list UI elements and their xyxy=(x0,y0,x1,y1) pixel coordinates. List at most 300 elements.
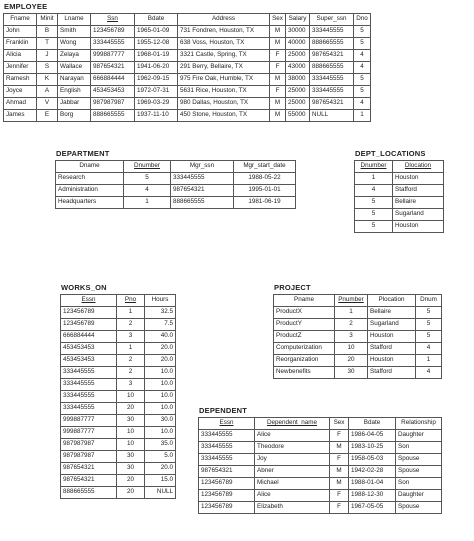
cell-ssn: 333445555 xyxy=(91,38,135,50)
cell-dno: 4 xyxy=(354,50,371,62)
cell-pnumber: 3 xyxy=(335,331,368,343)
cell-lname: Wallace xyxy=(58,62,91,74)
table-row xyxy=(274,367,442,379)
cell-salary: 25000 xyxy=(286,98,310,110)
cell-bdate: 1968-01-19 xyxy=(135,50,178,62)
dept-locations-table xyxy=(354,160,444,233)
cell-salary: 25000 xyxy=(286,86,310,98)
column-label: Dno xyxy=(356,15,368,23)
cell-pno: 10 xyxy=(117,391,145,403)
cell-dnumber: 5 xyxy=(355,221,393,233)
column-label: Fname xyxy=(10,15,30,23)
cell-dnum: 4 xyxy=(416,343,442,355)
column-header-address xyxy=(178,14,270,26)
cell-dlocation: Stafford xyxy=(393,185,444,197)
department-title: DEPARTMENT xyxy=(56,149,110,158)
table-row xyxy=(355,185,444,197)
cell-sex: M xyxy=(330,466,349,478)
table-row xyxy=(4,50,371,62)
column-label: Pname xyxy=(294,296,314,304)
cell-address: 450 Stone, Houston, TX xyxy=(178,110,270,122)
cell-hours: 10.0 xyxy=(145,379,176,391)
column-label: Essn xyxy=(219,419,234,427)
cell-fname: Franklin xyxy=(4,38,37,50)
column-header-dnum xyxy=(416,295,442,307)
cell-ssn: 666884444 xyxy=(91,74,135,86)
table-row xyxy=(61,439,176,451)
table-row xyxy=(61,487,176,499)
cell-sex: F xyxy=(270,50,286,62)
cell-address: 980 Dallas, Houston, TX xyxy=(178,98,270,110)
cell-address: 638 Voss, Houston, TX xyxy=(178,38,270,50)
cell-salary: 38000 xyxy=(286,74,310,86)
column-header-essn xyxy=(199,418,255,430)
cell-minit: B xyxy=(37,26,58,38)
cell-address: 731 Fondren, Houston, TX xyxy=(178,26,270,38)
cell-hours: 35.0 xyxy=(145,439,176,451)
cell-lname: English xyxy=(58,86,91,98)
cell-dependent-name: Joy xyxy=(255,454,330,466)
cell-mgr-ssn: 987654321 xyxy=(171,185,234,197)
column-header-dnumber xyxy=(124,161,171,173)
cell-pname: Reorganization xyxy=(274,355,335,367)
cell-essn: 666884444 xyxy=(61,331,117,343)
column-header-hours xyxy=(145,295,176,307)
cell-bdate: 1969-03-29 xyxy=(135,98,178,110)
cell-sex: F xyxy=(270,62,286,74)
cell-relationship: Daughter xyxy=(396,430,442,442)
table-row xyxy=(61,463,176,475)
column-header-dname xyxy=(56,161,124,173)
cell-address: 5631 Rice, Houston, TX xyxy=(178,86,270,98)
table-row xyxy=(274,307,442,319)
column-header-dlocation xyxy=(393,161,444,173)
cell-dnum: 4 xyxy=(416,367,442,379)
cell-bdate: 1988-12-30 xyxy=(349,490,396,502)
table-row xyxy=(355,221,444,233)
dependent-title: DEPENDENT xyxy=(199,406,248,415)
column-header-lname xyxy=(58,14,91,26)
cell-ssn: 987654321 xyxy=(91,62,135,74)
cell-essn: 123456789 xyxy=(61,319,117,331)
column-label: Pnumber xyxy=(338,296,364,304)
cell-salary: 25000 xyxy=(286,50,310,62)
cell-sex: M xyxy=(270,74,286,86)
table-row xyxy=(61,355,176,367)
column-label: Sex xyxy=(333,419,345,427)
cell-lname: Narayan xyxy=(58,74,91,86)
dependent-table xyxy=(198,417,442,514)
header-row xyxy=(56,161,296,173)
project-table xyxy=(273,294,442,379)
table-row xyxy=(274,331,442,343)
cell-dname: Administration xyxy=(56,185,124,197)
cell-bdate: 1972-07-31 xyxy=(135,86,178,98)
column-label: Dependent_name xyxy=(266,419,318,427)
cell-dno: 5 xyxy=(354,38,371,50)
project-title: PROJECT xyxy=(274,283,311,292)
table-row xyxy=(199,430,442,442)
cell-bdate: 1942-02-28 xyxy=(349,466,396,478)
cell-minit: J xyxy=(37,50,58,62)
column-label: Dnumber xyxy=(360,162,387,170)
cell-super-ssn: 987654321 xyxy=(310,50,354,62)
table-row xyxy=(61,451,176,463)
cell-minit: S xyxy=(37,62,58,74)
cell-lname: Zelaya xyxy=(58,50,91,62)
column-header-mgr-start-date xyxy=(234,161,296,173)
column-header-dno xyxy=(354,14,371,26)
works-on-title: WORKS_ON xyxy=(61,283,107,292)
column-label: Sex xyxy=(272,15,283,23)
table-row xyxy=(355,209,444,221)
cell-mgr-ssn: 333445555 xyxy=(171,173,234,185)
column-label: Lname xyxy=(64,15,84,23)
cell-sex: F xyxy=(330,454,349,466)
column-label: Essn xyxy=(81,296,96,304)
column-label: Ssn xyxy=(107,15,118,23)
cell-dno: 5 xyxy=(354,26,371,38)
cell-essn: 333445555 xyxy=(61,379,117,391)
cell-minit: A xyxy=(37,86,58,98)
dept-locations-relation xyxy=(354,149,444,233)
cell-pno: 2 xyxy=(117,367,145,379)
cell-bdate: 1937-11-10 xyxy=(135,110,178,122)
table-row xyxy=(61,307,176,319)
column-label: Salary xyxy=(288,15,307,23)
cell-super-ssn: 333445555 xyxy=(310,74,354,86)
cell-dependent-name: Alice xyxy=(255,490,330,502)
cell-pno: 2 xyxy=(117,319,145,331)
cell-minit: T xyxy=(37,38,58,50)
cell-essn: 123456789 xyxy=(199,502,255,514)
table-row xyxy=(61,475,176,487)
cell-relationship: Son xyxy=(396,478,442,490)
cell-essn: 999887777 xyxy=(61,427,117,439)
table-row xyxy=(199,490,442,502)
cell-super-ssn: NULL xyxy=(310,110,354,122)
column-header-bdate xyxy=(135,14,178,26)
column-label: Mgr_ssn xyxy=(189,162,215,170)
cell-ssn: 453453453 xyxy=(91,86,135,98)
table-row xyxy=(61,415,176,427)
cell-bdate: 1955-12-08 xyxy=(135,38,178,50)
cell-essn: 333445555 xyxy=(61,403,117,415)
table-row xyxy=(4,86,371,98)
table-row xyxy=(4,74,371,86)
cell-ssn: 987987987 xyxy=(91,98,135,110)
table-row xyxy=(199,478,442,490)
table-row xyxy=(199,442,442,454)
table-row xyxy=(61,367,176,379)
cell-super-ssn: 888665555 xyxy=(310,62,354,74)
cell-mgr-start-date: 1995-01-01 xyxy=(234,185,296,197)
cell-pno: 10 xyxy=(117,427,145,439)
cell-hours: 20.0 xyxy=(145,343,176,355)
cell-essn: 123456789 xyxy=(61,307,117,319)
cell-pno: 1 xyxy=(117,343,145,355)
table-row xyxy=(274,319,442,331)
column-label: Bdate xyxy=(147,15,165,23)
header-row xyxy=(355,161,444,173)
cell-sex: M xyxy=(330,478,349,490)
column-label: Bdate xyxy=(363,419,381,427)
cell-minit: K xyxy=(37,74,58,86)
cell-pno: 30 xyxy=(117,451,145,463)
cell-sex: M xyxy=(330,442,349,454)
cell-lname: Borg xyxy=(58,110,91,122)
header-row xyxy=(61,295,176,307)
column-header-sex xyxy=(270,14,286,26)
cell-dnum: 5 xyxy=(416,319,442,331)
cell-relationship: Daughter xyxy=(396,490,442,502)
cell-hours: NULL xyxy=(145,487,176,499)
table-row xyxy=(4,110,371,122)
dept-locations-title: DEPT_LOCATIONS xyxy=(355,149,426,158)
cell-essn: 987654321 xyxy=(199,466,255,478)
cell-sex: M xyxy=(270,38,286,50)
dependent-relation xyxy=(198,406,442,514)
cell-ssn: 999887777 xyxy=(91,50,135,62)
cell-dno: 5 xyxy=(354,86,371,98)
cell-pno: 3 xyxy=(117,331,145,343)
cell-sex: F xyxy=(330,430,349,442)
cell-pname: Newbenefits xyxy=(274,367,335,379)
cell-salary: 55000 xyxy=(286,110,310,122)
cell-salary: 30000 xyxy=(286,26,310,38)
cell-pnumber: 20 xyxy=(335,355,368,367)
cell-essn: 333445555 xyxy=(199,430,255,442)
cell-dependent-name: Abner xyxy=(255,466,330,478)
cell-sex: F xyxy=(330,502,349,514)
cell-dno: 5 xyxy=(354,74,371,86)
table-row xyxy=(61,427,176,439)
table-row xyxy=(355,197,444,209)
cell-dname: Research xyxy=(56,173,124,185)
column-label: Dname xyxy=(79,162,100,170)
cell-super-ssn: 333445555 xyxy=(310,26,354,38)
cell-fname: Alicia xyxy=(4,50,37,62)
cell-dnumber: 1 xyxy=(124,197,171,209)
department-table xyxy=(55,160,296,209)
cell-sex: F xyxy=(330,490,349,502)
cell-super-ssn: 333445555 xyxy=(310,86,354,98)
cell-mgr-ssn: 888665555 xyxy=(171,197,234,209)
cell-fname: Ramesh xyxy=(4,74,37,86)
department-relation xyxy=(55,149,296,209)
cell-super-ssn: 987654321 xyxy=(310,98,354,110)
cell-bdate: 1941-06-20 xyxy=(135,62,178,74)
column-label: Dlocation xyxy=(404,162,432,170)
cell-dnumber: 5 xyxy=(355,197,393,209)
header-row xyxy=(199,418,442,430)
column-header-plocation xyxy=(368,295,416,307)
cell-address: 3321 Castle, Spring, TX xyxy=(178,50,270,62)
cell-salary: 40000 xyxy=(286,38,310,50)
cell-address: 975 Fire Oak, Humble, TX xyxy=(178,74,270,86)
cell-essn: 987654321 xyxy=(61,475,117,487)
cell-dependent-name: Theodore xyxy=(255,442,330,454)
cell-dependent-name: Elizabeth xyxy=(255,502,330,514)
cell-dlocation: Houston xyxy=(393,221,444,233)
cell-super-ssn: 888665555 xyxy=(310,38,354,50)
cell-plocation: Bellaire xyxy=(368,307,416,319)
cell-hours: 7.5 xyxy=(145,319,176,331)
cell-dependent-name: Michael xyxy=(255,478,330,490)
cell-hours: 30.0 xyxy=(145,415,176,427)
cell-dno: 1 xyxy=(354,110,371,122)
table-row xyxy=(274,343,442,355)
table-row xyxy=(199,466,442,478)
cell-dnum: 1 xyxy=(416,355,442,367)
cell-dnumber: 1 xyxy=(355,173,393,185)
cell-address: 291 Berry, Bellaire, TX xyxy=(178,62,270,74)
cell-pno: 20 xyxy=(117,487,145,499)
employee-title: EMPLOYEE xyxy=(4,2,48,11)
table-row xyxy=(61,331,176,343)
cell-dlocation: Houston xyxy=(393,173,444,185)
cell-pnumber: 10 xyxy=(335,343,368,355)
cell-fname: Jennifer xyxy=(4,62,37,74)
cell-essn: 987987987 xyxy=(61,439,117,451)
cell-dlocation: Bellaire xyxy=(393,197,444,209)
cell-minit: E xyxy=(37,110,58,122)
column-header-ssn xyxy=(91,14,135,26)
cell-pname: ProductX xyxy=(274,307,335,319)
cell-fname: Ahmad xyxy=(4,98,37,110)
cell-pnumber: 2 xyxy=(335,319,368,331)
table-row xyxy=(4,98,371,110)
cell-hours: 5.0 xyxy=(145,451,176,463)
cell-dnum: 5 xyxy=(416,331,442,343)
cell-sex: M xyxy=(270,26,286,38)
cell-hours: 15.0 xyxy=(145,475,176,487)
table-row xyxy=(56,197,296,209)
table-row xyxy=(4,62,371,74)
header-row xyxy=(274,295,442,307)
cell-essn: 888665555 xyxy=(61,487,117,499)
table-row xyxy=(61,391,176,403)
table-row xyxy=(355,173,444,185)
cell-dnumber: 4 xyxy=(355,185,393,197)
column-header-mgr-ssn xyxy=(171,161,234,173)
cell-dno: 4 xyxy=(354,98,371,110)
cell-plocation: Stafford xyxy=(368,367,416,379)
cell-lname: Wong xyxy=(58,38,91,50)
column-label: Super_ssn xyxy=(316,15,347,23)
cell-bdate: 1983-10-25 xyxy=(349,442,396,454)
cell-hours: 20.0 xyxy=(145,355,176,367)
column-label: Dnum xyxy=(420,296,437,304)
column-header-pnumber xyxy=(335,295,368,307)
cell-salary: 43000 xyxy=(286,62,310,74)
cell-pnumber: 30 xyxy=(335,367,368,379)
cell-essn: 453453453 xyxy=(61,343,117,355)
column-header-dependent-name xyxy=(255,418,330,430)
column-label: Minit xyxy=(40,15,54,23)
cell-pname: Computerization xyxy=(274,343,335,355)
cell-pname: ProductY xyxy=(274,319,335,331)
table-row xyxy=(61,379,176,391)
cell-pno: 3 xyxy=(117,379,145,391)
cell-essn: 987654321 xyxy=(61,463,117,475)
table-row xyxy=(61,403,176,415)
cell-essn: 999887777 xyxy=(61,415,117,427)
cell-relationship: Spouse xyxy=(396,502,442,514)
cell-pno: 20 xyxy=(117,403,145,415)
table-row xyxy=(199,454,442,466)
column-header-dnumber xyxy=(355,161,393,173)
cell-dno: 4 xyxy=(354,62,371,74)
cell-sex: M xyxy=(270,98,286,110)
cell-fname: James xyxy=(4,110,37,122)
table-row xyxy=(4,38,371,50)
cell-hours: 10.0 xyxy=(145,391,176,403)
column-header-pname xyxy=(274,295,335,307)
table-row xyxy=(274,355,442,367)
cell-lname: Smith xyxy=(58,26,91,38)
cell-relationship: Son xyxy=(396,442,442,454)
cell-essn: 333445555 xyxy=(199,442,255,454)
cell-plocation: Houston xyxy=(368,355,416,367)
cell-hours: 10.0 xyxy=(145,403,176,415)
cell-sex: F xyxy=(270,86,286,98)
cell-dnumber: 4 xyxy=(124,185,171,197)
cell-bdate: 1988-01-04 xyxy=(349,478,396,490)
project-relation xyxy=(273,283,442,379)
cell-dnum: 5 xyxy=(416,307,442,319)
cell-fname: John xyxy=(4,26,37,38)
cell-mgr-start-date: 1988-05-22 xyxy=(234,173,296,185)
cell-dlocation: Sugarland xyxy=(393,209,444,221)
column-header-sex xyxy=(330,418,349,430)
works-on-table xyxy=(60,294,176,499)
cell-hours: 10.0 xyxy=(145,427,176,439)
cell-bdate: 1967-05-05 xyxy=(349,502,396,514)
column-header-pno xyxy=(117,295,145,307)
cell-pno: 20 xyxy=(117,475,145,487)
cell-bdate: 1958-05-03 xyxy=(349,454,396,466)
column-label: Relationship xyxy=(401,419,436,427)
cell-essn: 987987987 xyxy=(61,451,117,463)
cell-pnumber: 1 xyxy=(335,307,368,319)
cell-pno: 1 xyxy=(117,307,145,319)
column-label: Address xyxy=(211,15,236,23)
cell-hours: 40.0 xyxy=(145,331,176,343)
cell-lname: Jabbar xyxy=(58,98,91,110)
column-label: Hours xyxy=(151,296,169,304)
cell-essn: 453453453 xyxy=(61,355,117,367)
table-row xyxy=(56,185,296,197)
column-label: Mgr_start_date xyxy=(243,162,286,170)
cell-plocation: Houston xyxy=(368,331,416,343)
cell-fname: Joyce xyxy=(4,86,37,98)
cell-bdate: 1986-04-05 xyxy=(349,430,396,442)
cell-relationship: Spouse xyxy=(396,454,442,466)
cell-pno: 10 xyxy=(117,439,145,451)
cell-hours: 10.0 xyxy=(145,367,176,379)
cell-plocation: Stafford xyxy=(368,343,416,355)
cell-dnumber: 5 xyxy=(355,209,393,221)
column-header-essn xyxy=(61,295,117,307)
cell-essn: 333445555 xyxy=(61,367,117,379)
column-header-salary xyxy=(286,14,310,26)
cell-bdate: 1962-09-15 xyxy=(135,74,178,86)
column-header-fname xyxy=(4,14,37,26)
cell-essn: 123456789 xyxy=(199,490,255,502)
employee-table xyxy=(3,13,371,122)
column-header-relationship xyxy=(396,418,442,430)
